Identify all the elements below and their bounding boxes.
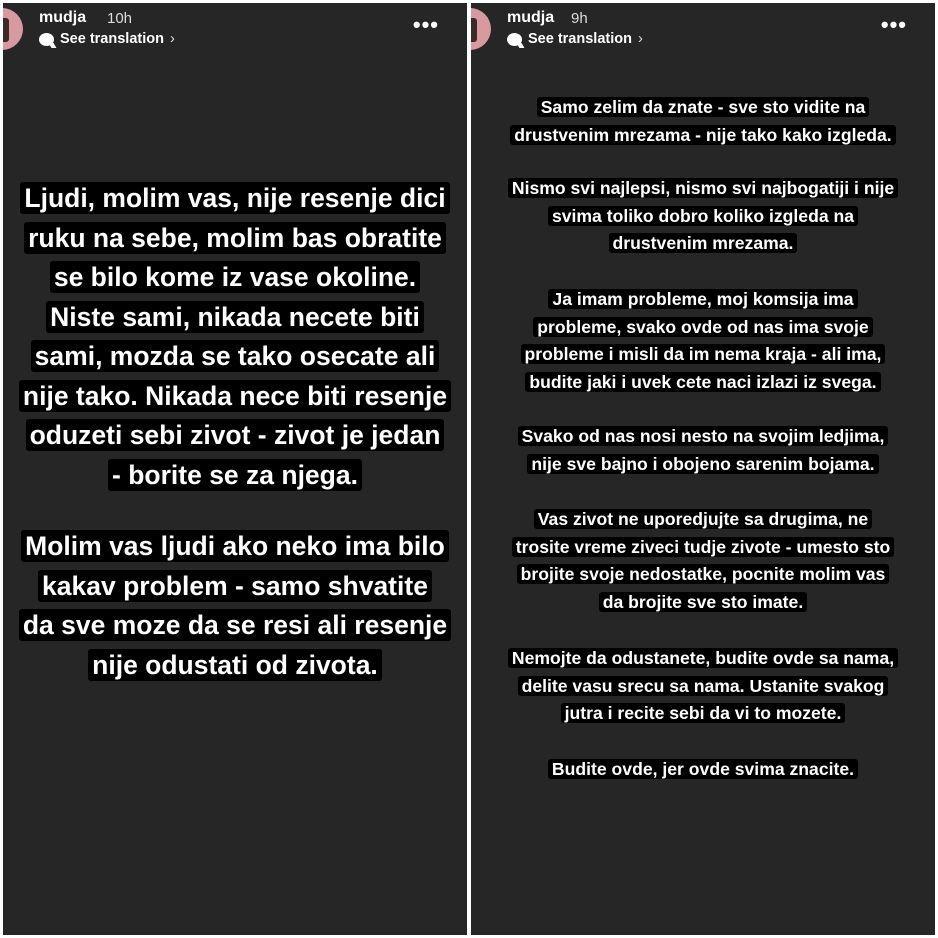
highlighted-text: da brojite sve sto imate.: [599, 592, 807, 612]
story-text-paragraph: [3, 179, 467, 495]
story-text-line: [471, 756, 935, 784]
highlighted-text: oduzeti sebi zivot - zivot je jedan: [26, 419, 445, 451]
see-translation-button[interactable]: [39, 31, 175, 47]
highlighted-text: Vas zivot ne uporedjujte sa drugima, ne: [534, 509, 872, 529]
username[interactable]: mudja: [39, 9, 87, 26]
highlighted-text: Molim vas ljudi ako neko ima bilo: [21, 530, 449, 562]
highlighted-text: Ljudi, molim vas, nije resenje dici: [20, 182, 449, 214]
highlighted-text: trosite vreme ziveci tudje zivote - umesto sto: [512, 537, 894, 557]
chevron-right-icon: ›: [637, 31, 643, 47]
highlighted-text: Svako od nas nosi nesto na svojim ledjima,: [518, 426, 889, 446]
story-text-line: [3, 646, 467, 686]
highlighted-text: Ja imam probleme, moj komsija ima: [548, 289, 857, 309]
story-text-paragraph: [471, 645, 935, 728]
highlighted-text: se bilo kome iz vase okoline.: [50, 261, 420, 293]
more-options-icon[interactable]: •••: [412, 12, 439, 37]
story-text-paragraph: [471, 286, 935, 397]
story-text-line: [3, 606, 467, 646]
highlighted-text: probleme, svako ovde od nas ima svoje: [533, 317, 872, 337]
timestamp: 10h: [107, 10, 133, 27]
highlighted-text: Niste sami, nikada necete biti: [46, 301, 424, 333]
highlighted-text: nije tako. Nikada nece biti resenje: [19, 380, 451, 412]
highlighted-text: Samo zelim da znate - sve sto vidite na: [537, 97, 870, 117]
see-translation-label: See translation: [60, 31, 164, 47]
highlighted-text: probleme i misli da im nema kraja - ali ima,: [521, 344, 886, 364]
highlighted-text: brojite svoje nedostatke, pocnite molim vas: [517, 564, 890, 584]
story-text-line: [471, 700, 935, 728]
highlighted-text: sami, mozda se tako osecate ali: [31, 340, 440, 372]
story-text-line: [471, 230, 935, 258]
story-text-line: [3, 298, 467, 338]
story-header: [471, 3, 935, 59]
story-text-line: [471, 423, 935, 451]
story-header: [3, 3, 467, 59]
story-text-line: [471, 645, 935, 673]
story-text-line: [3, 179, 467, 219]
story-right[interactable]: [471, 3, 935, 935]
chevron-right-icon: ›: [169, 31, 175, 47]
story-text-line: [3, 337, 467, 377]
highlighted-text: Nismo svi najlepsi, nismo svi najbogatiji i nije: [508, 178, 898, 198]
story-text-line: [3, 258, 467, 298]
story-text-line: [471, 451, 935, 479]
story-text-line: [3, 527, 467, 567]
timestamp: 9h: [571, 10, 588, 27]
highlighted-text: Nemojte da odustanete, budite ovde sa nama,: [508, 648, 898, 668]
highlighted-text: budite jaki i uvek cete naci izlazi iz svega.: [525, 372, 880, 392]
story-left[interactable]: [3, 3, 467, 935]
highlighted-text: nije sve bajno i obojeno sarenim bojama.: [527, 454, 878, 474]
highlighted-text: drustvenim mrezama - nije tako kako izgleda.: [510, 125, 895, 145]
story-text-line: [471, 203, 935, 231]
speech-bubble-icon: [39, 33, 54, 46]
story-text-paragraph: [471, 756, 935, 784]
story-text-line: [471, 369, 935, 397]
highlighted-text: da sve moze da se resi ali resenje: [19, 609, 451, 641]
story-text-paragraph: [3, 527, 467, 685]
story-text-line: [3, 456, 467, 496]
see-translation-button[interactable]: [507, 31, 643, 47]
highlighted-text: kakav problem - samo shvatite: [38, 570, 432, 602]
story-text-line: [471, 94, 935, 122]
story-text-line: [471, 506, 935, 534]
highlighted-text: ruku na sebe, molim bas obratite: [24, 222, 446, 254]
story-text-line: [471, 673, 935, 701]
story-text-paragraph: [471, 423, 935, 478]
story-text-line: [471, 122, 935, 150]
story-text-line: [471, 534, 935, 562]
username[interactable]: mudja: [507, 9, 555, 26]
story-text-line: [471, 175, 935, 203]
highlighted-text: nije odustati od zivota.: [88, 649, 382, 681]
highlighted-text: drustvenim mrezama.: [609, 233, 798, 253]
story-text-paragraph: [471, 94, 935, 149]
story-text-line: [3, 219, 467, 259]
story-text-line: [471, 589, 935, 617]
highlighted-text: jutra i recite sebi da vi to mozete.: [561, 703, 846, 723]
story-text-line: [471, 286, 935, 314]
story-text-paragraph: [471, 506, 935, 617]
highlighted-text: delite vasu srecu sa nama. Ustanite svakog: [518, 676, 889, 696]
story-text-line: [471, 314, 935, 342]
story-text-line: [3, 377, 467, 417]
story-text-line: [3, 416, 467, 456]
avatar[interactable]: [3, 8, 23, 50]
highlighted-text: svima toliko dobro koliko izgleda na: [548, 206, 858, 226]
highlighted-text: Budite ovde, jer ovde svima znacite.: [548, 759, 858, 779]
see-translation-label: See translation: [528, 31, 632, 47]
story-text-line: [471, 341, 935, 369]
speech-bubble-icon: [507, 33, 522, 46]
story-text-line: [471, 561, 935, 589]
story-text-line: [3, 567, 467, 607]
highlighted-text: - borite se za njega.: [108, 459, 362, 491]
avatar[interactable]: [471, 8, 491, 50]
more-options-icon[interactable]: •••: [880, 12, 907, 37]
story-text-paragraph: [471, 175, 935, 258]
